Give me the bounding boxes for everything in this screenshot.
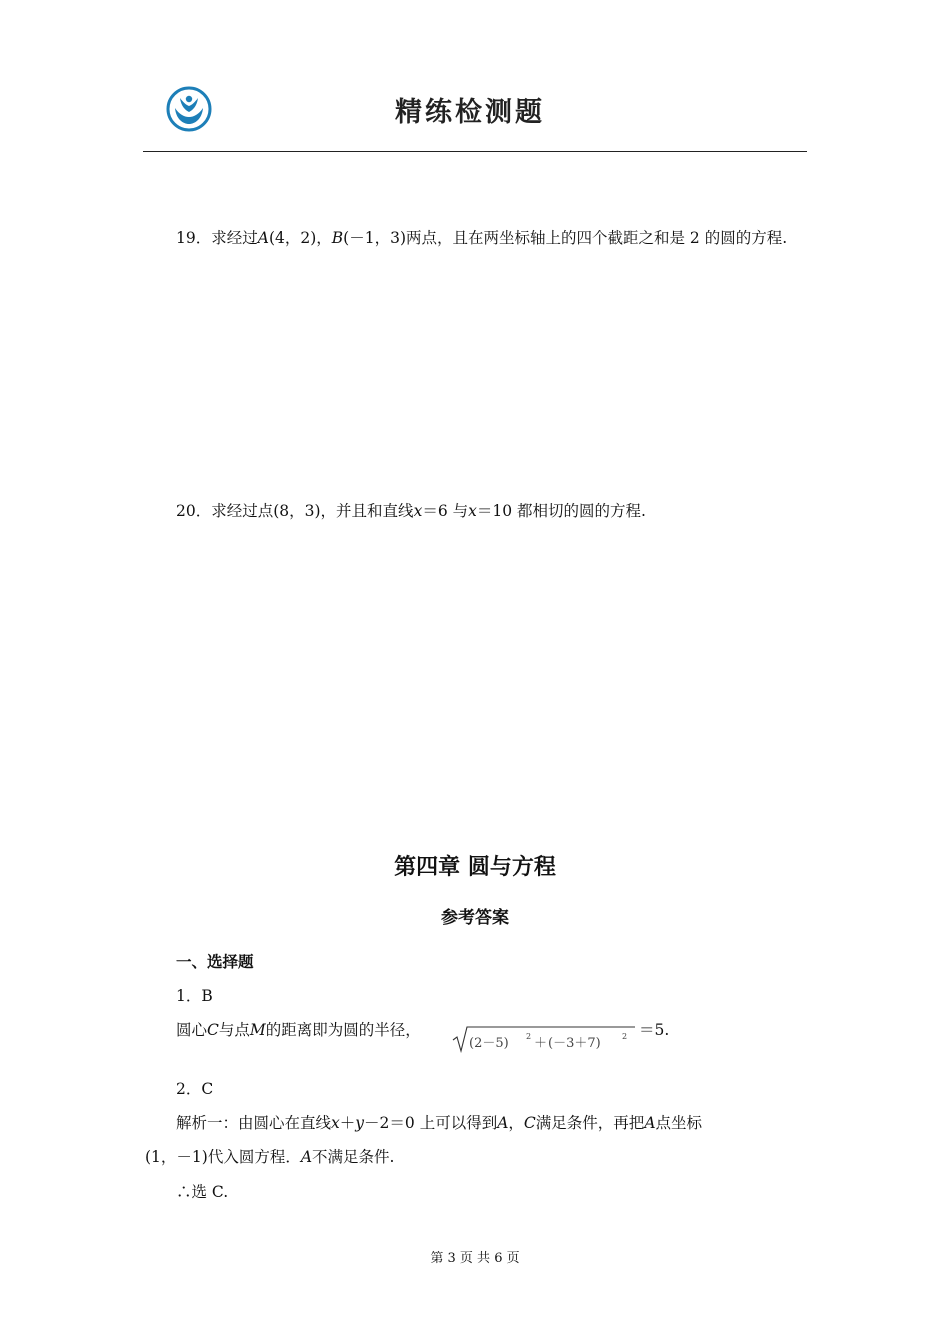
question-number: 19． xyxy=(176,229,212,247)
answer-text: 点坐标 xyxy=(655,1114,703,1132)
question-20 xyxy=(176,499,646,521)
answer-1-explanation xyxy=(176,1018,421,1040)
coordinate: (－1，3) xyxy=(343,229,406,247)
variable: A xyxy=(644,1114,656,1132)
question-19 xyxy=(176,226,787,248)
answer-2-conclusion: ∴选 C. xyxy=(176,1183,229,1201)
header-title: 精练检测题 xyxy=(395,97,545,128)
answer-2-label: 2．C xyxy=(176,1080,214,1098)
hands-cradle-logo-icon xyxy=(166,86,212,132)
section-title: 一、选择题 xyxy=(176,952,254,971)
variable: x xyxy=(413,502,423,520)
variable: M xyxy=(249,1021,266,1039)
answers-subtitle: 参考答案 xyxy=(441,908,509,928)
question-text: ＝6 与 xyxy=(422,502,469,520)
answer-1-label: 1．B xyxy=(176,987,213,1005)
variable: A xyxy=(300,1148,313,1166)
exponent: 2 xyxy=(622,1032,628,1041)
answer-text: 与点 xyxy=(218,1021,250,1039)
answer-text: (1，－1)代入圆方程． xyxy=(145,1148,301,1166)
answer-2-line-1 xyxy=(176,1111,702,1133)
coordinate: (4，2)， xyxy=(268,229,332,247)
variable: y xyxy=(355,1114,365,1132)
radicand-term: (－3＋7) xyxy=(548,1036,601,1051)
variable: C xyxy=(523,1114,536,1132)
question-text: 求经过 xyxy=(211,229,258,247)
question-text: ＝10 都相切的圆的方程. xyxy=(476,502,646,520)
page-number: 第 3 页 共 6 页 xyxy=(430,1251,520,1266)
square-root-expression xyxy=(452,1024,638,1054)
question-text: 两点，且在两坐标轴上的四个截距之和是 2 的圆的方程. xyxy=(406,229,788,247)
answer-text: ＋ xyxy=(339,1114,356,1132)
variable: C xyxy=(207,1021,219,1039)
variable: x xyxy=(468,502,477,520)
point-label: B xyxy=(331,229,344,247)
radicand-term: (2－5) xyxy=(469,1036,509,1051)
answer-text: 不满足条件. xyxy=(312,1148,395,1166)
point-label: A xyxy=(257,229,269,247)
question-text: 求经过点(8，3)，并且和直线 xyxy=(211,502,414,520)
chapter-title: 第四章 圆与方程 xyxy=(394,854,556,880)
answer-text: ， xyxy=(508,1114,524,1132)
answer-text: 圆心 xyxy=(176,1021,208,1039)
variable: A xyxy=(497,1114,509,1132)
answer-1-result: ＝5. xyxy=(639,1021,670,1039)
answer-text: －2＝0 上可以得到 xyxy=(364,1114,498,1132)
exponent: 2 xyxy=(526,1032,532,1041)
variable: x xyxy=(331,1114,340,1132)
plus-sign: ＋ xyxy=(534,1036,548,1051)
question-number: 20． xyxy=(176,502,212,520)
header-divider xyxy=(143,151,807,152)
answer-text: 满足条件，再把 xyxy=(535,1114,645,1132)
answer-text: 的距离即为圆的半径， xyxy=(265,1021,421,1039)
answer-2-line-2 xyxy=(145,1145,394,1167)
answer-text: 解析一：由圆心在直线 xyxy=(176,1114,332,1132)
